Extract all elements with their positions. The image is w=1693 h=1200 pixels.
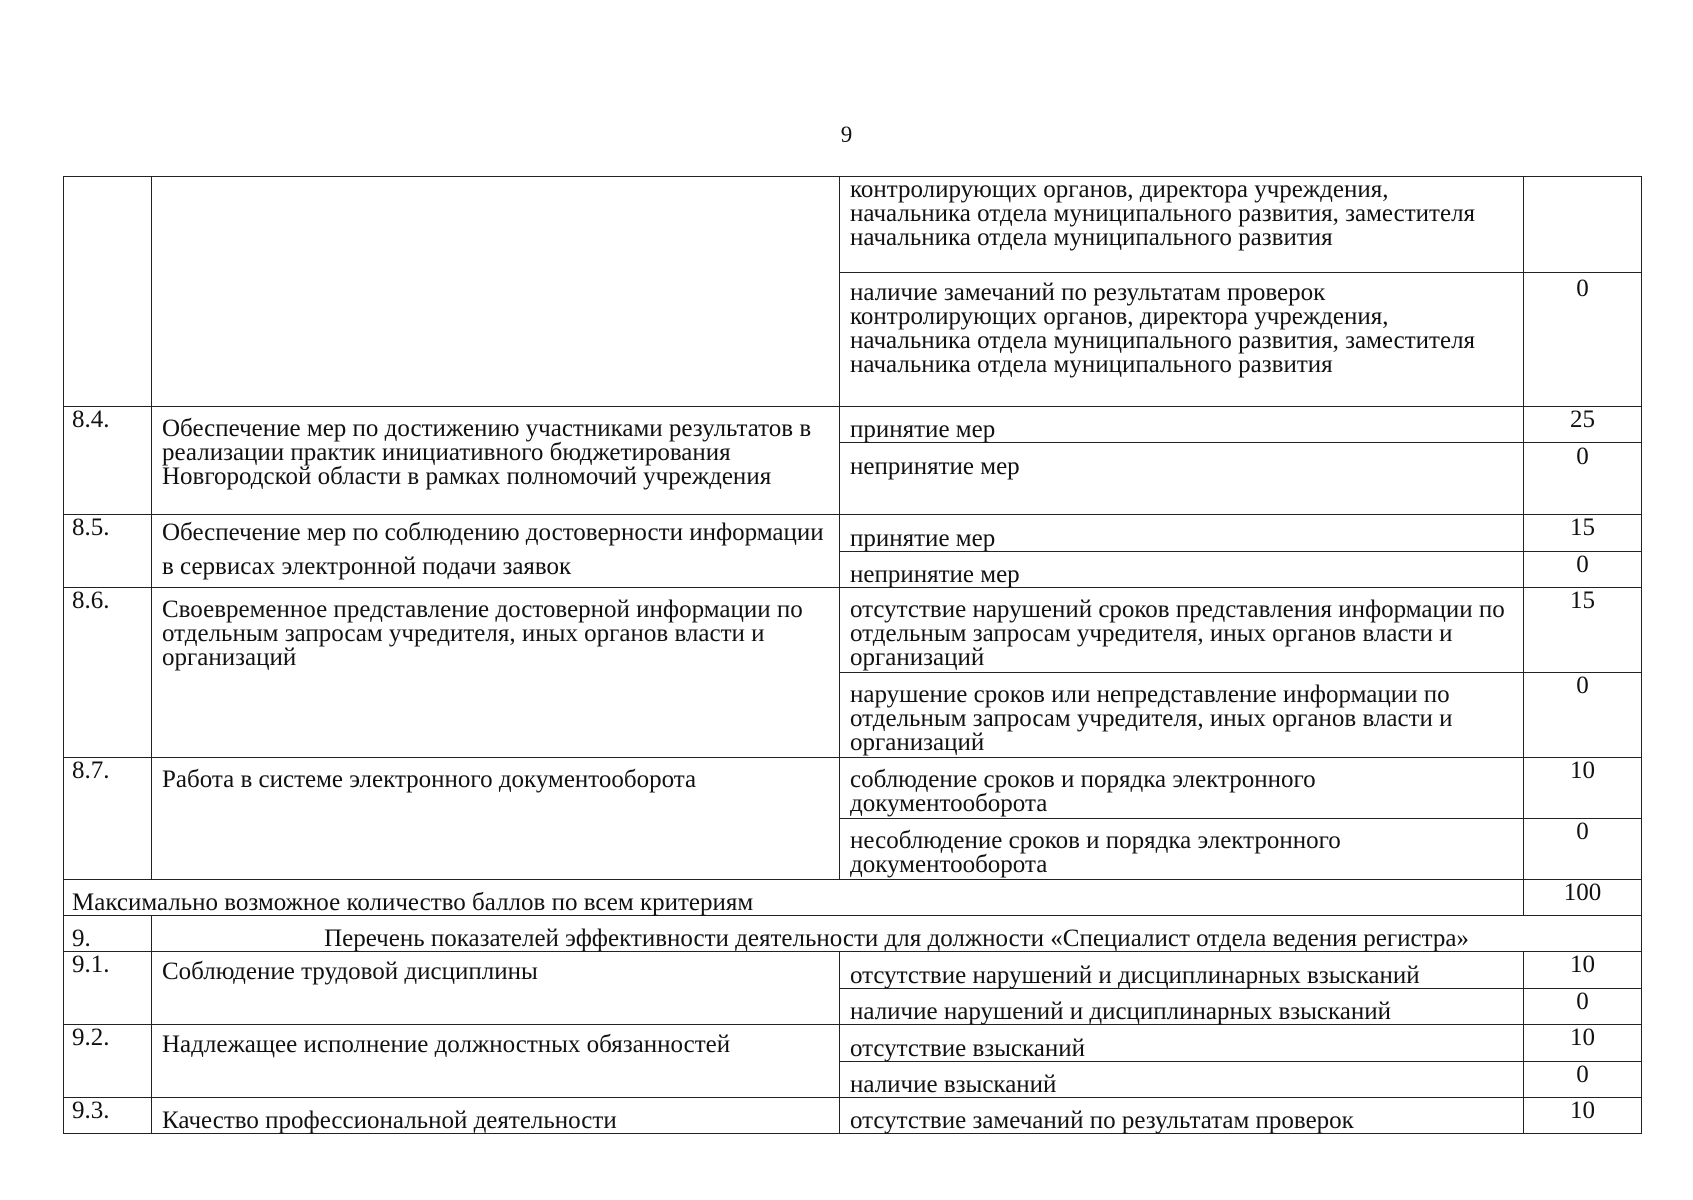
section-row (64, 916, 1642, 952)
condition-cell: непринятие мер (840, 552, 1524, 588)
table-row (64, 758, 1642, 819)
criterion-cell: Своевременное представление достоверной информации по отдельным запросам учредителя, иных органов власти и организаций (152, 588, 840, 758)
condition-cell: отсутствие взысканий (840, 1025, 1524, 1062)
criterion-cell (152, 177, 840, 407)
condition-cell: наличие взысканий (840, 1062, 1524, 1098)
points-cell: 10 (1524, 758, 1642, 819)
number-cell: 8.6. (64, 588, 152, 758)
criterion-cell: Работа в системе электронного документооборота (152, 758, 840, 880)
condition-cell: непринятие мер (840, 443, 1524, 515)
section-number: 9. (64, 916, 152, 952)
table-row (64, 588, 1642, 673)
points-cell: 0 (1524, 1062, 1642, 1098)
criterion-cell: Обеспечение мер по достижению участниками результатов в реализации практик инициативного бюджетирования Новгородской области в рамках полномочий учреждения (152, 407, 840, 515)
number-cell: 8.4. (64, 407, 152, 515)
criterion-cell: Качество профессиональной деятельности (152, 1098, 840, 1134)
table-row (64, 1098, 1642, 1134)
condition-cell: наличие нарушений и дисциплинарных взысканий (840, 989, 1524, 1025)
condition-cell: отсутствие нарушений и дисциплинарных взысканий (840, 952, 1524, 989)
table-row (64, 407, 1642, 443)
number-cell (64, 177, 152, 407)
table-row (64, 177, 1642, 273)
condition-cell: принятие мер (840, 407, 1524, 443)
condition-cell: контролирующих органов, директора учреждения, начальника отдела муниципального развития, заместителя начальника отдела муниципального развития (840, 177, 1524, 273)
points-cell: 15 (1524, 515, 1642, 552)
points-cell: 10 (1524, 1098, 1642, 1134)
condition-cell: отсутствие нарушений сроков представления информации по отдельным запросам учредителя, иных органов власти и организаций (840, 588, 1524, 673)
condition-cell: отсутствие замечаний по результатам проверок (840, 1098, 1524, 1134)
condition-cell: наличие замечаний по результатам проверок контролирующих органов, директора учреждения, начальника отдела муниципального развития, заместителя начальника отдела муниципального развития (840, 273, 1524, 407)
criteria-table (63, 176, 1642, 1134)
points-cell (1524, 177, 1642, 273)
number-cell: 9.3. (64, 1098, 152, 1134)
points-cell: 0 (1524, 819, 1642, 880)
number-cell: 9.1. (64, 952, 152, 1025)
points-cell: 0 (1524, 443, 1642, 515)
total-row (64, 880, 1642, 916)
criterion-cell: Обеспечение мер по соблюдению достоверности информации в сервисах электронной подачи заявок (152, 515, 840, 588)
condition-cell: принятие мер (840, 515, 1524, 552)
total-label: Максимально возможное количество баллов по всем критериям (64, 880, 1524, 916)
criterion-cell: Соблюдение трудовой дисциплины (152, 952, 840, 1025)
total-points: 100 (1524, 880, 1642, 916)
number-cell: 8.5. (64, 515, 152, 588)
points-cell: 15 (1524, 588, 1642, 673)
condition-cell: нарушение сроков или непредставление информации по отдельным запросам учредителя, иных органов власти и организаций (840, 673, 1524, 758)
points-cell: 25 (1524, 407, 1642, 443)
points-cell: 0 (1524, 273, 1642, 407)
table-row (64, 1025, 1642, 1062)
table-row (64, 952, 1642, 989)
condition-cell: соблюдение сроков и порядка электронного документооборота (840, 758, 1524, 819)
page-number: 9 (840, 122, 853, 147)
number-cell: 9.2. (64, 1025, 152, 1098)
table-row (64, 515, 1642, 552)
condition-cell: несоблюдение сроков и порядка электронного документооборота (840, 819, 1524, 880)
points-cell: 10 (1524, 1025, 1642, 1062)
points-cell: 0 (1524, 673, 1642, 758)
number-cell: 8.7. (64, 758, 152, 880)
points-cell: 0 (1524, 989, 1642, 1025)
points-cell: 0 (1524, 552, 1642, 588)
section-title: Перечень показателей эффективности деятельности для должности «Специалист отдела ведения регистра» (152, 916, 1642, 952)
points-cell: 10 (1524, 952, 1642, 989)
criterion-cell: Надлежащее исполнение должностных обязанностей (152, 1025, 840, 1098)
